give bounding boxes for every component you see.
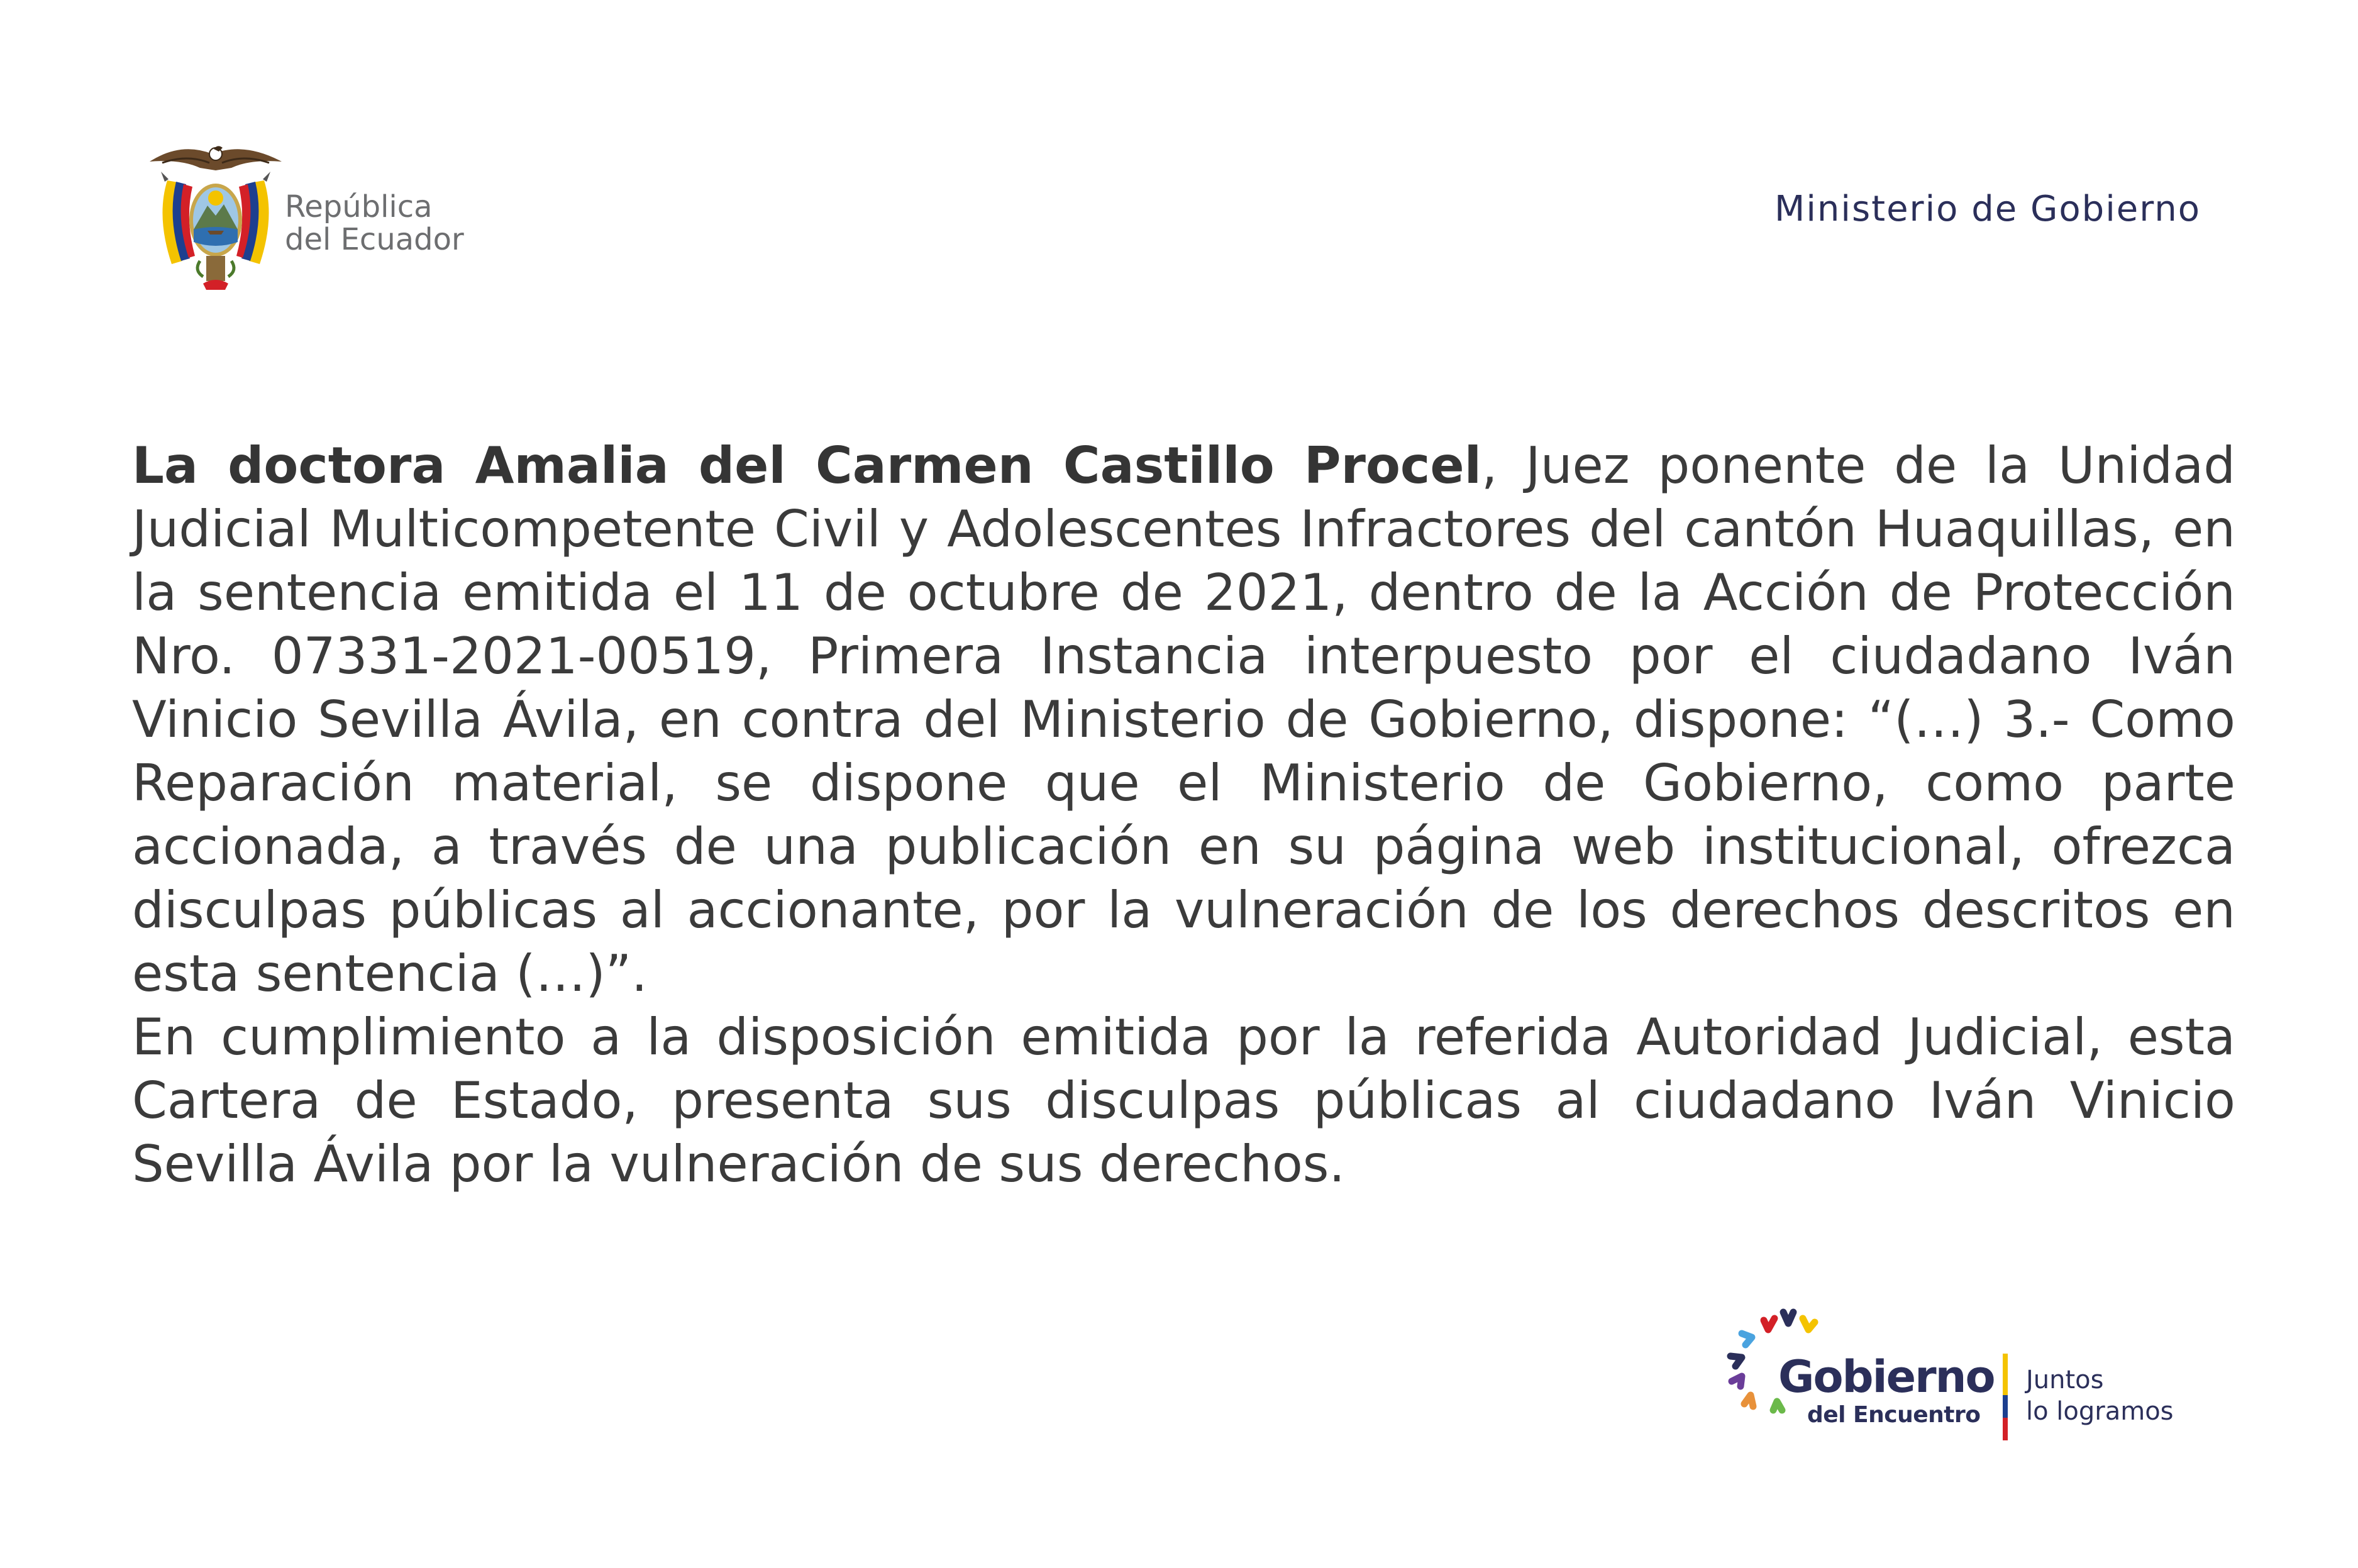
country-line-2: del Ecuador: [285, 222, 464, 257]
paragraph-2: En cumplimiento a la disposición emitida por la referida Autoridad Judicial, esta Cartera de Estado, presenta sus disculpas públicas al ciudadano Iván Vinicio Sevilla Ávila por la vulneración de sus derechos.: [132, 1008, 2235, 1193]
tagline-line-1: Juntos: [2026, 1366, 2104, 1394]
ministry-title: Ministerio de Gobierno: [1774, 189, 2201, 229]
country-name: [285, 190, 464, 256]
tagline: [2026, 1364, 2174, 1427]
judge-name: La doctora Amalia del Carmen Castillo Procel: [132, 436, 1482, 495]
paragraph-1: [132, 434, 2235, 1005]
tricolor-divider: [2003, 1354, 2008, 1440]
paragraph-1-text: , Juez ponente de la Unidad Judicial Multicompetente Civil y Adolescentes Infractores del cantón Huaquillas, en la sentencia emitida el 11 de octubre de 2021, dentro de la Acción de Protección Nro. 07331-2021-00519, Primera Instancia interpuesto por el ciudadano Iván Vinicio Sevilla Ávila, en contra del Ministerio de Gobierno, dispone: “(…) 3.- Como Reparación material, se dispone que el Ministerio de Gobierno, como parte accionada, a través de una publicación en su página web institucional, ofrezca disculpas públicas al accionante, por la vulneración de los derechos descritos en esta sentencia (…)”.: [132, 436, 2235, 1003]
tagline-line-2: lo logramos: [2026, 1397, 2174, 1426]
brand-name: Gobierno: [1778, 1351, 1995, 1403]
ecuador-coat-of-arms-icon: [143, 135, 288, 292]
gobierno-encuentro-logo: [1723, 1305, 2226, 1449]
country-line-1: República: [285, 189, 433, 224]
header-brand: [143, 135, 495, 292]
brand-subtitle: del Encuentro: [1807, 1402, 1981, 1428]
statement-body: [132, 434, 2235, 1196]
